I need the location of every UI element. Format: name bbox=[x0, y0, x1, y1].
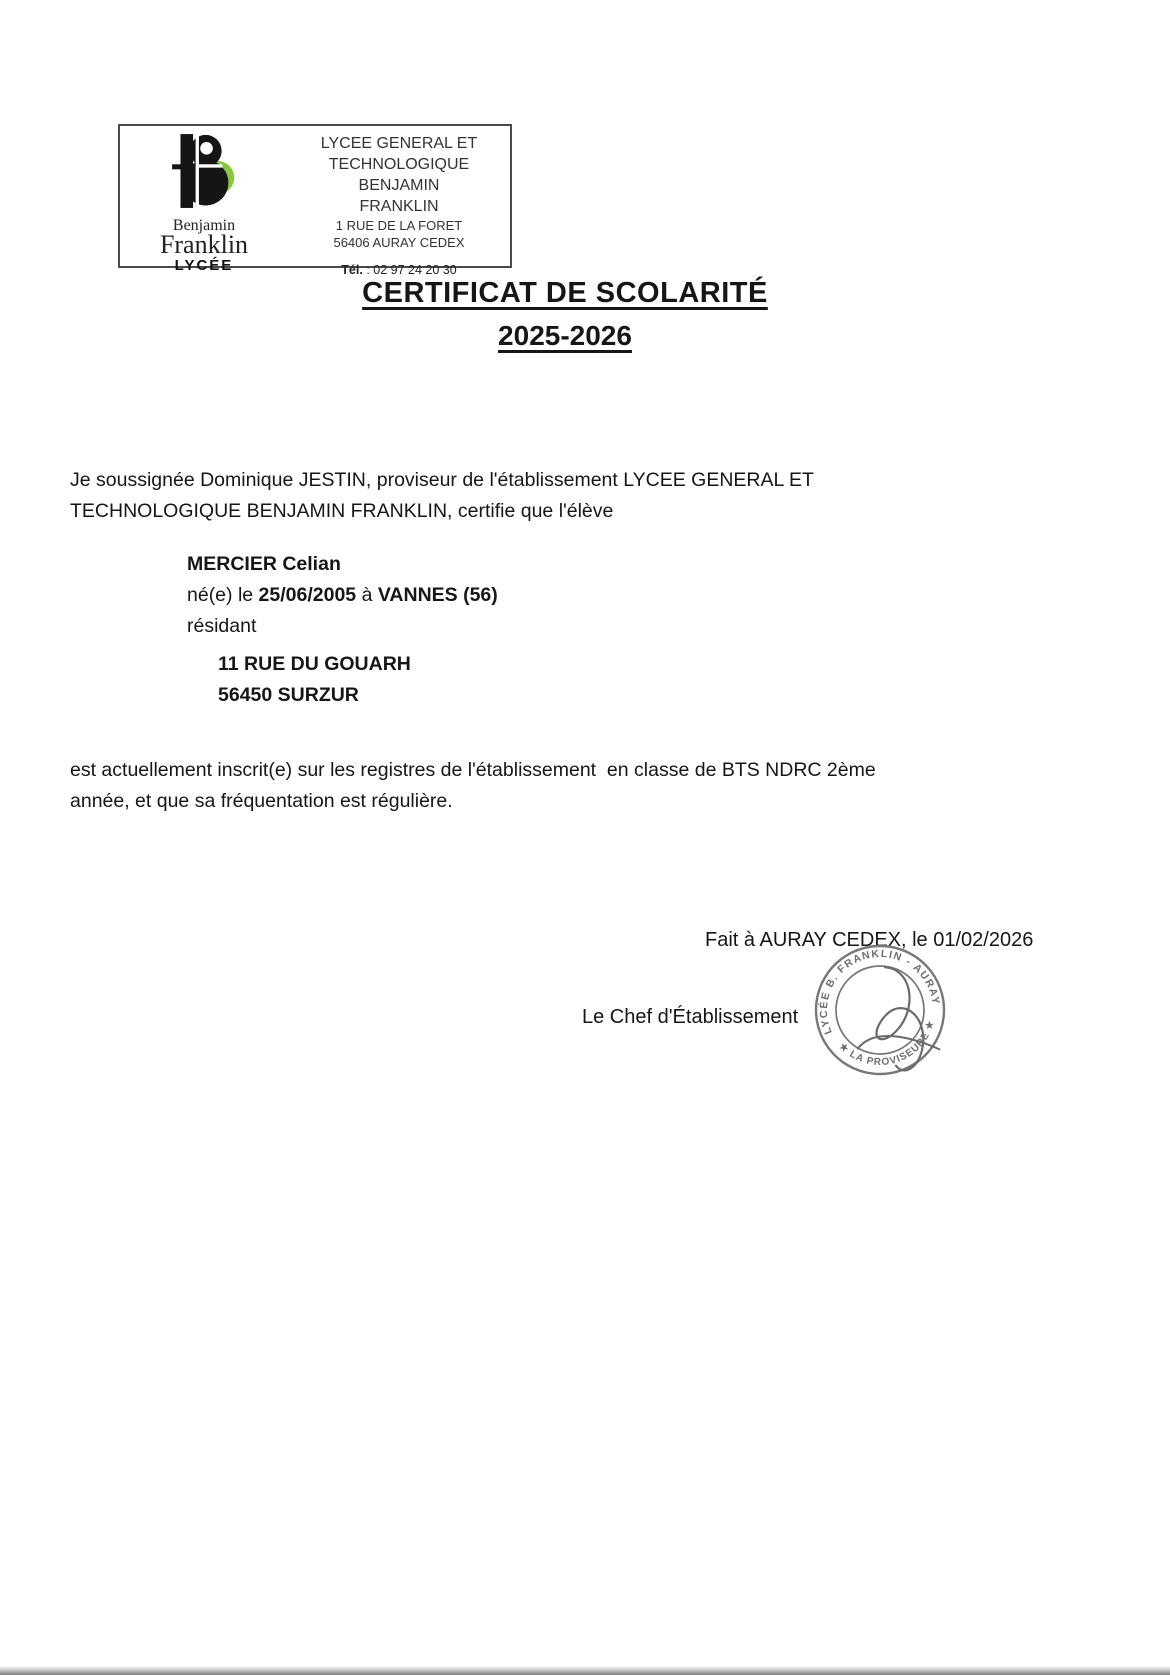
birth-line bbox=[187, 580, 498, 611]
enrollment-paragraph bbox=[70, 755, 1070, 817]
logo-text-franklin: Franklin bbox=[159, 230, 249, 259]
letterhead-school-info bbox=[288, 126, 510, 277]
school-name-line: TECHNOLOGIQUE BENJAMIN bbox=[328, 156, 470, 194]
enrollment-line: année, et que sa fréquentation est régulière. bbox=[70, 790, 453, 812]
document-title-block bbox=[0, 277, 1130, 352]
birth-prefix: né(e) le bbox=[187, 584, 259, 606]
franklin-monogram-icon bbox=[160, 129, 248, 218]
school-address-city: 56406 AURAY CEDEX bbox=[333, 235, 465, 250]
logo-text-benjamin: Benjamin bbox=[172, 217, 236, 234]
student-block bbox=[187, 549, 498, 642]
official-stamp bbox=[794, 928, 966, 1106]
birth-place: VANNES (56) bbox=[377, 584, 498, 606]
birth-middle: à bbox=[356, 584, 378, 606]
phone-number: : 02 97 24 20 30 bbox=[362, 263, 457, 277]
svg-text:★ LA PROVISEURE ★ bbox=[835, 1016, 945, 1079]
school-name-line: LYCEE GENERAL ET bbox=[320, 135, 478, 152]
student-address-street: 11 RUE DU GOUARH bbox=[218, 653, 411, 675]
birth-date: 25/06/2005 bbox=[258, 584, 357, 606]
enrollment-line: est actuellement inscrit(e) sur les registres de l'établissement en classe de BTS NDRC 2ème bbox=[70, 759, 876, 781]
school-logo bbox=[120, 126, 288, 274]
page-bottom-edge bbox=[0, 1666, 1170, 1675]
stamp-seal-icon bbox=[802, 932, 959, 1090]
phone-label: Tél. bbox=[341, 263, 363, 277]
school-phone bbox=[288, 263, 510, 277]
school-year: 2025-2026 bbox=[498, 320, 632, 351]
student-address-block bbox=[218, 649, 411, 711]
school-address-street: 1 RUE DE LA FORET bbox=[335, 218, 463, 233]
student-address-city: 56450 SURZUR bbox=[218, 684, 359, 706]
signatory-title: Le Chef d'Établissement bbox=[582, 1006, 799, 1028]
school-name-line: FRANKLIN bbox=[359, 198, 439, 215]
student-name: MERCIER Celian bbox=[187, 553, 341, 575]
intro-line: TECHNOLOGIQUE BENJAMIN FRANKLIN, certifie que l'élève bbox=[70, 500, 614, 522]
letterhead-box bbox=[118, 124, 512, 277]
document-title: CERTIFICAT DE SCOLARITÉ bbox=[362, 277, 768, 309]
logo-text-lycee: LYCÉE bbox=[174, 257, 234, 274]
intro-paragraph bbox=[70, 465, 1050, 527]
intro-line: Je soussignée Dominique JESTIN, proviseur de l'établissement LYCEE GENERAL ET bbox=[70, 469, 814, 491]
issued-at-line: Fait à AURAY CEDEX, le 01/02/2026 bbox=[705, 929, 1034, 951]
stamp-bottom-text: ★ LA PROVISEURE ★ bbox=[836, 1018, 938, 1069]
residing-label: résidant bbox=[187, 615, 257, 637]
stamp-top-text: LYCÉE B. FRANKLIN - AURAY bbox=[817, 947, 942, 1036]
